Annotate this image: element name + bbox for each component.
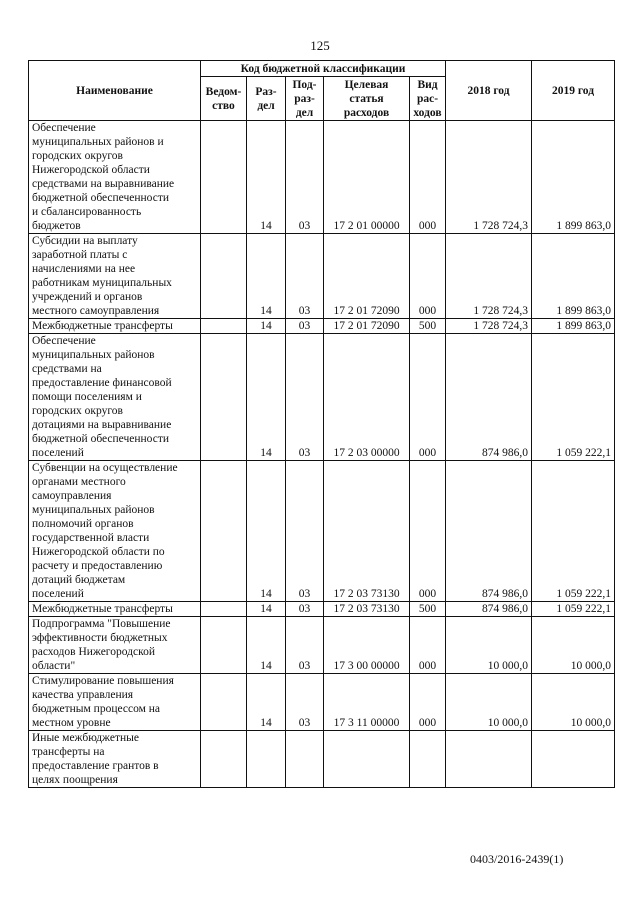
cell-vr: 500 <box>410 319 446 334</box>
cell-2019: 1 899 863,0 <box>532 121 615 234</box>
cell-podrazdel: 03 <box>286 617 324 674</box>
cell-razdel <box>247 731 286 788</box>
cell-vr: 500 <box>410 602 446 617</box>
header-group: Код бюджетной классификации <box>201 61 446 77</box>
cell-ved <box>201 602 247 617</box>
row-name: Субсидии на выплату заработной платы с начислениями на нее работникам муниципальных учреждений и органов местного самоуправления <box>29 234 201 319</box>
table-header <box>29 61 615 121</box>
table-row <box>29 121 615 234</box>
cell-csr: 17 2 01 00000 <box>324 121 410 234</box>
cell-2018: 10 000,0 <box>446 674 532 731</box>
cell-ved <box>201 334 247 461</box>
cell-razdel: 14 <box>247 461 286 602</box>
row-name: Межбюджетные трансферты <box>29 602 201 617</box>
cell-podrazdel: 03 <box>286 602 324 617</box>
cell-2019: 1 899 863,0 <box>532 234 615 319</box>
cell-2019: 1 059 222,1 <box>532 334 615 461</box>
header-2019: 2019 год <box>532 61 615 121</box>
table-row <box>29 461 615 602</box>
cell-2018: 1 728 724,3 <box>446 121 532 234</box>
cell-podrazdel: 03 <box>286 461 324 602</box>
row-name: Иные межбюджетные трансферты на предоставление грантов в целях поощрения <box>29 731 201 788</box>
cell-2018: 874 986,0 <box>446 602 532 617</box>
cell-vr: 000 <box>410 121 446 234</box>
row-name: Межбюджетные трансферты <box>29 319 201 334</box>
cell-2019: 1 899 863,0 <box>532 319 615 334</box>
table-row <box>29 731 615 788</box>
cell-csr <box>324 731 410 788</box>
cell-razdel: 14 <box>247 319 286 334</box>
cell-vr: 000 <box>410 334 446 461</box>
cell-vr: 000 <box>410 234 446 319</box>
table-row <box>29 234 615 319</box>
budget-table <box>28 60 615 788</box>
cell-csr: 17 2 03 73130 <box>324 602 410 617</box>
cell-podrazdel: 03 <box>286 319 324 334</box>
cell-razdel: 14 <box>247 674 286 731</box>
cell-2018: 10 000,0 <box>446 617 532 674</box>
header-csr: Целевая статья расходов <box>324 77 410 121</box>
cell-csr: 17 2 03 00000 <box>324 334 410 461</box>
header-ved: Ведом- ство <box>201 77 247 121</box>
header-name: Наименование <box>29 61 201 121</box>
row-name: Стимулирование повышения качества управления бюджетным процессом на местном уровне <box>29 674 201 731</box>
cell-csr: 17 2 01 72090 <box>324 234 410 319</box>
row-name: Обеспечение муниципальных районов и городских округов Нижегородской области средствами на выравнивание бюджетной обеспеченности и сбалансированность бюджетов <box>29 121 201 234</box>
cell-ved <box>201 461 247 602</box>
cell-ved <box>201 319 247 334</box>
header-2018: 2018 год <box>446 61 532 121</box>
cell-ved <box>201 617 247 674</box>
table-row <box>29 602 615 617</box>
cell-2018: 874 986,0 <box>446 334 532 461</box>
cell-2019: 1 059 222,1 <box>532 461 615 602</box>
cell-podrazdel: 03 <box>286 334 324 461</box>
cell-vr: 000 <box>410 617 446 674</box>
cell-csr: 17 2 01 72090 <box>324 319 410 334</box>
cell-csr: 17 3 00 00000 <box>324 617 410 674</box>
table-row <box>29 674 615 731</box>
table-row <box>29 334 615 461</box>
cell-razdel: 14 <box>247 602 286 617</box>
cell-razdel: 14 <box>247 121 286 234</box>
cell-2019: 1 059 222,1 <box>532 602 615 617</box>
cell-ved <box>201 234 247 319</box>
cell-razdel: 14 <box>247 334 286 461</box>
cell-ved <box>201 674 247 731</box>
table-row <box>29 617 615 674</box>
cell-csr: 17 2 03 73130 <box>324 461 410 602</box>
document-code: 0403/2016-2439(1) <box>470 852 564 866</box>
cell-razdel: 14 <box>247 617 286 674</box>
row-name: Подпрограмма "Повышение эффективности бюджетных расходов Нижегородской области" <box>29 617 201 674</box>
cell-2018 <box>446 731 532 788</box>
cell-podrazdel <box>286 731 324 788</box>
cell-vr: 000 <box>410 461 446 602</box>
page-number: 125 <box>310 38 330 53</box>
header-razdel: Раз- дел <box>247 77 286 121</box>
header-podrazdel: Под- раз- дел <box>286 77 324 121</box>
cell-ved <box>201 121 247 234</box>
cell-2018: 874 986,0 <box>446 461 532 602</box>
cell-podrazdel: 03 <box>286 121 324 234</box>
cell-razdel: 14 <box>247 234 286 319</box>
cell-2018: 1 728 724,3 <box>446 319 532 334</box>
row-name: Субвенции на осуществление органами местного самоуправления муниципальных районов полномочий органов государственной власти Нижегородской области по расчету и предоставлению дотаций бюджетам поселений <box>29 461 201 602</box>
row-name: Обеспечение муниципальных районов средствами на предоставление финансовой помощи поселениям и городских округов дотациями на выравнивание бюджетной обеспеченности поселений <box>29 334 201 461</box>
cell-vr <box>410 731 446 788</box>
cell-2018: 1 728 724,3 <box>446 234 532 319</box>
cell-vr: 000 <box>410 674 446 731</box>
cell-ved <box>201 731 247 788</box>
cell-2019 <box>532 731 615 788</box>
cell-podrazdel: 03 <box>286 674 324 731</box>
cell-2019: 10 000,0 <box>532 617 615 674</box>
cell-podrazdel: 03 <box>286 234 324 319</box>
table-body <box>29 121 615 788</box>
cell-2019: 10 000,0 <box>532 674 615 731</box>
table-row <box>29 319 615 334</box>
header-vr: Вид рас- ходов <box>410 77 446 121</box>
cell-csr: 17 3 11 00000 <box>324 674 410 731</box>
